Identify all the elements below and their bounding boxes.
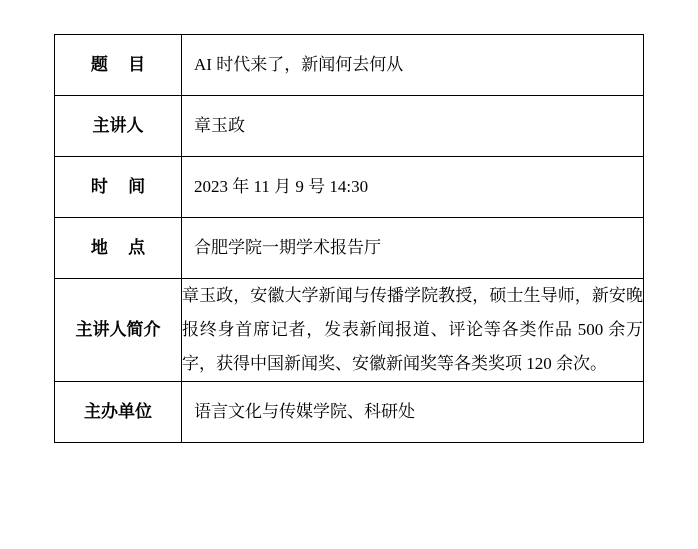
row-value-speaker: 章玉政 — [182, 96, 644, 157]
table-row — [55, 382, 644, 443]
row-value-time: 2023 年 11 月 9 号 14:30 — [182, 157, 644, 218]
table-row — [55, 35, 644, 96]
label-text: 地 点 — [90, 238, 154, 258]
row-value-organizer: 语言文化与传媒学院、科研处 — [182, 382, 644, 443]
table-row — [55, 218, 644, 279]
row-label-time — [55, 157, 182, 218]
row-value-bio: 章玉政，安徽大学新闻与传播学院教授，硕士生导师，新安晚报终身首席记者，发表新闻报道、评论等各类作品 500 余万字，获得中国新闻奖、安徽新闻奖等各类奖项 120 余次。 — [182, 279, 644, 382]
table-row — [55, 96, 644, 157]
table-row — [55, 279, 644, 382]
row-label-bio: 主讲人简介 — [55, 279, 182, 382]
lecture-info-table — [54, 34, 644, 443]
row-label-title — [55, 35, 182, 96]
row-value-title: AI 时代来了，新闻何去何从 — [182, 35, 644, 96]
label-text: 题 目 — [90, 55, 154, 75]
row-label-speaker: 主讲人 — [55, 96, 182, 157]
table-body — [55, 35, 644, 443]
label-text: 时 间 — [90, 177, 154, 197]
row-value-place: 合肥学院一期学术报告厅 — [182, 218, 644, 279]
row-label-organizer: 主办单位 — [55, 382, 182, 443]
table-row — [55, 157, 644, 218]
row-label-place — [55, 218, 182, 279]
